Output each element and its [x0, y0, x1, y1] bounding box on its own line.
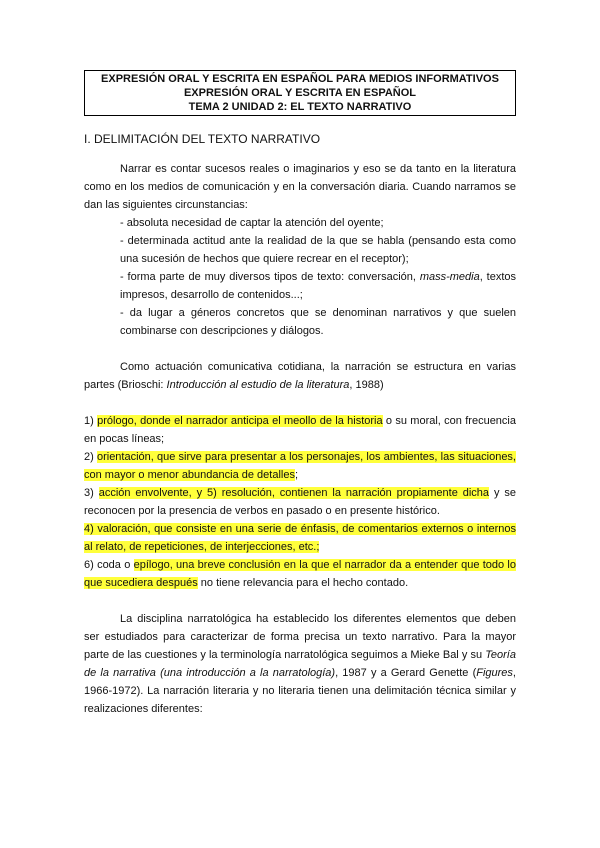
part-item-4 [84, 520, 516, 556]
actuacion-paragraph: Como actuación comunicativa cotidiana, la narración se estructura en varias partes (Brioschi: Introducción al estudio de la literatura, 1988) [84, 361, 516, 391]
mass-media-term: mass-media [419, 271, 480, 283]
part-item-1: 1) prólogo, donde el narrador anticipa el meollo de la historia o su moral, con frecuencia en pocas líneas; [84, 415, 516, 445]
part-item-2: 2) orientación, que sirve para presentar a los personajes, los ambientes, las situaciones, con mayor o menor abundancia de detalles; [84, 451, 516, 481]
circumstance-item: - determinada actitud ante la realidad de la que se habla (pensando esta como una sucesión de hechos que quiere recrear en el receptor); [120, 235, 516, 265]
highlight: prólogo, donde el narrador anticipa el meollo de la historia [97, 415, 383, 427]
highlight: acción envolvente, y 5) resolución, contienen la narración propiamente dicha [98, 487, 490, 499]
book-title: Teoría de la narrativa (una introducción a la narratología) [84, 649, 516, 679]
intro-paragraph: Narrar es contar sucesos reales o imaginarios y eso se da tanto en la literatura como en los medios de comunicación y en la conversación diaria. Cuando narramos se dan las siguientes circunstancias: [84, 163, 516, 211]
part-item-6: 6) coda o epílogo, una breve conclusión en la que el narrador da a entender que todo lo que sucediera después no tiene relevancia para el hecho contado. [84, 559, 516, 589]
document-body [84, 160, 516, 718]
circumstance-item: - da lugar a géneros concretos que se denominan narrativos y que suelen combinarse con descripciones y diálogos. [120, 307, 516, 337]
circumstance-item: - forma parte de muy diversos tipos de texto: conversación, mass-media, textos impresos, desarrollo de contenidos...; [120, 271, 516, 301]
highlight: 4) valoración, que consiste en una serie de énfasis, de comentarios externos o internos al relato, de repeticiones, de interjecciones, etc.; [84, 523, 516, 553]
disciplina-paragraph: La disciplina narratológica ha establecido los diferentes elementos que deben ser estudiados para caracterizar de forma precisa un texto narrativo. Para la mayor parte de las cuestiones y la terminología narratológica seguimos a Mieke Bal y su Teoría de la narrativa (una introducción a la narratología), 1987 y a Gerard Genette (Figures, 1966-1972). La narración literaria y no literaria tienen una delimitación técnica similar y realizaciones diferentes: [84, 613, 516, 715]
section-title: I. DELIMITACIÓN DEL TEXTO NARRATIVO [84, 132, 321, 146]
book-title: Introducción al estudio de la literatura [166, 379, 350, 391]
title-line-3: TEMA 2 UNIDAD 2: EL TEXTO NARRATIVO [188, 101, 412, 113]
highlight: epílogo, una breve conclusión en la que el narrador da a entender que todo lo que sucediera después [84, 559, 516, 589]
title-box [84, 70, 516, 116]
book-title: Figures [476, 667, 513, 679]
circumstance-item: - absoluta necesidad de captar la atención del oyente; [120, 217, 384, 229]
title-line-1: EXPRESIÓN ORAL Y ESCRITA EN ESPAÑOL PARA MEDIOS INFORMATIVOS [101, 73, 499, 85]
highlight: orientación, que sirve para presentar a los personajes, los ambientes, las situaciones, con mayor o menor abundancia de detalles [84, 451, 516, 481]
title-line-2: EXPRESIÓN ORAL Y ESCRITA EN ESPAÑOL [183, 87, 417, 99]
part-item-3: 3) acción envolvente, y 5) resolución, contienen la narración propiamente dicha y se reconocen por la presencia de verbos en pasado o en presente histórico. [84, 487, 516, 517]
